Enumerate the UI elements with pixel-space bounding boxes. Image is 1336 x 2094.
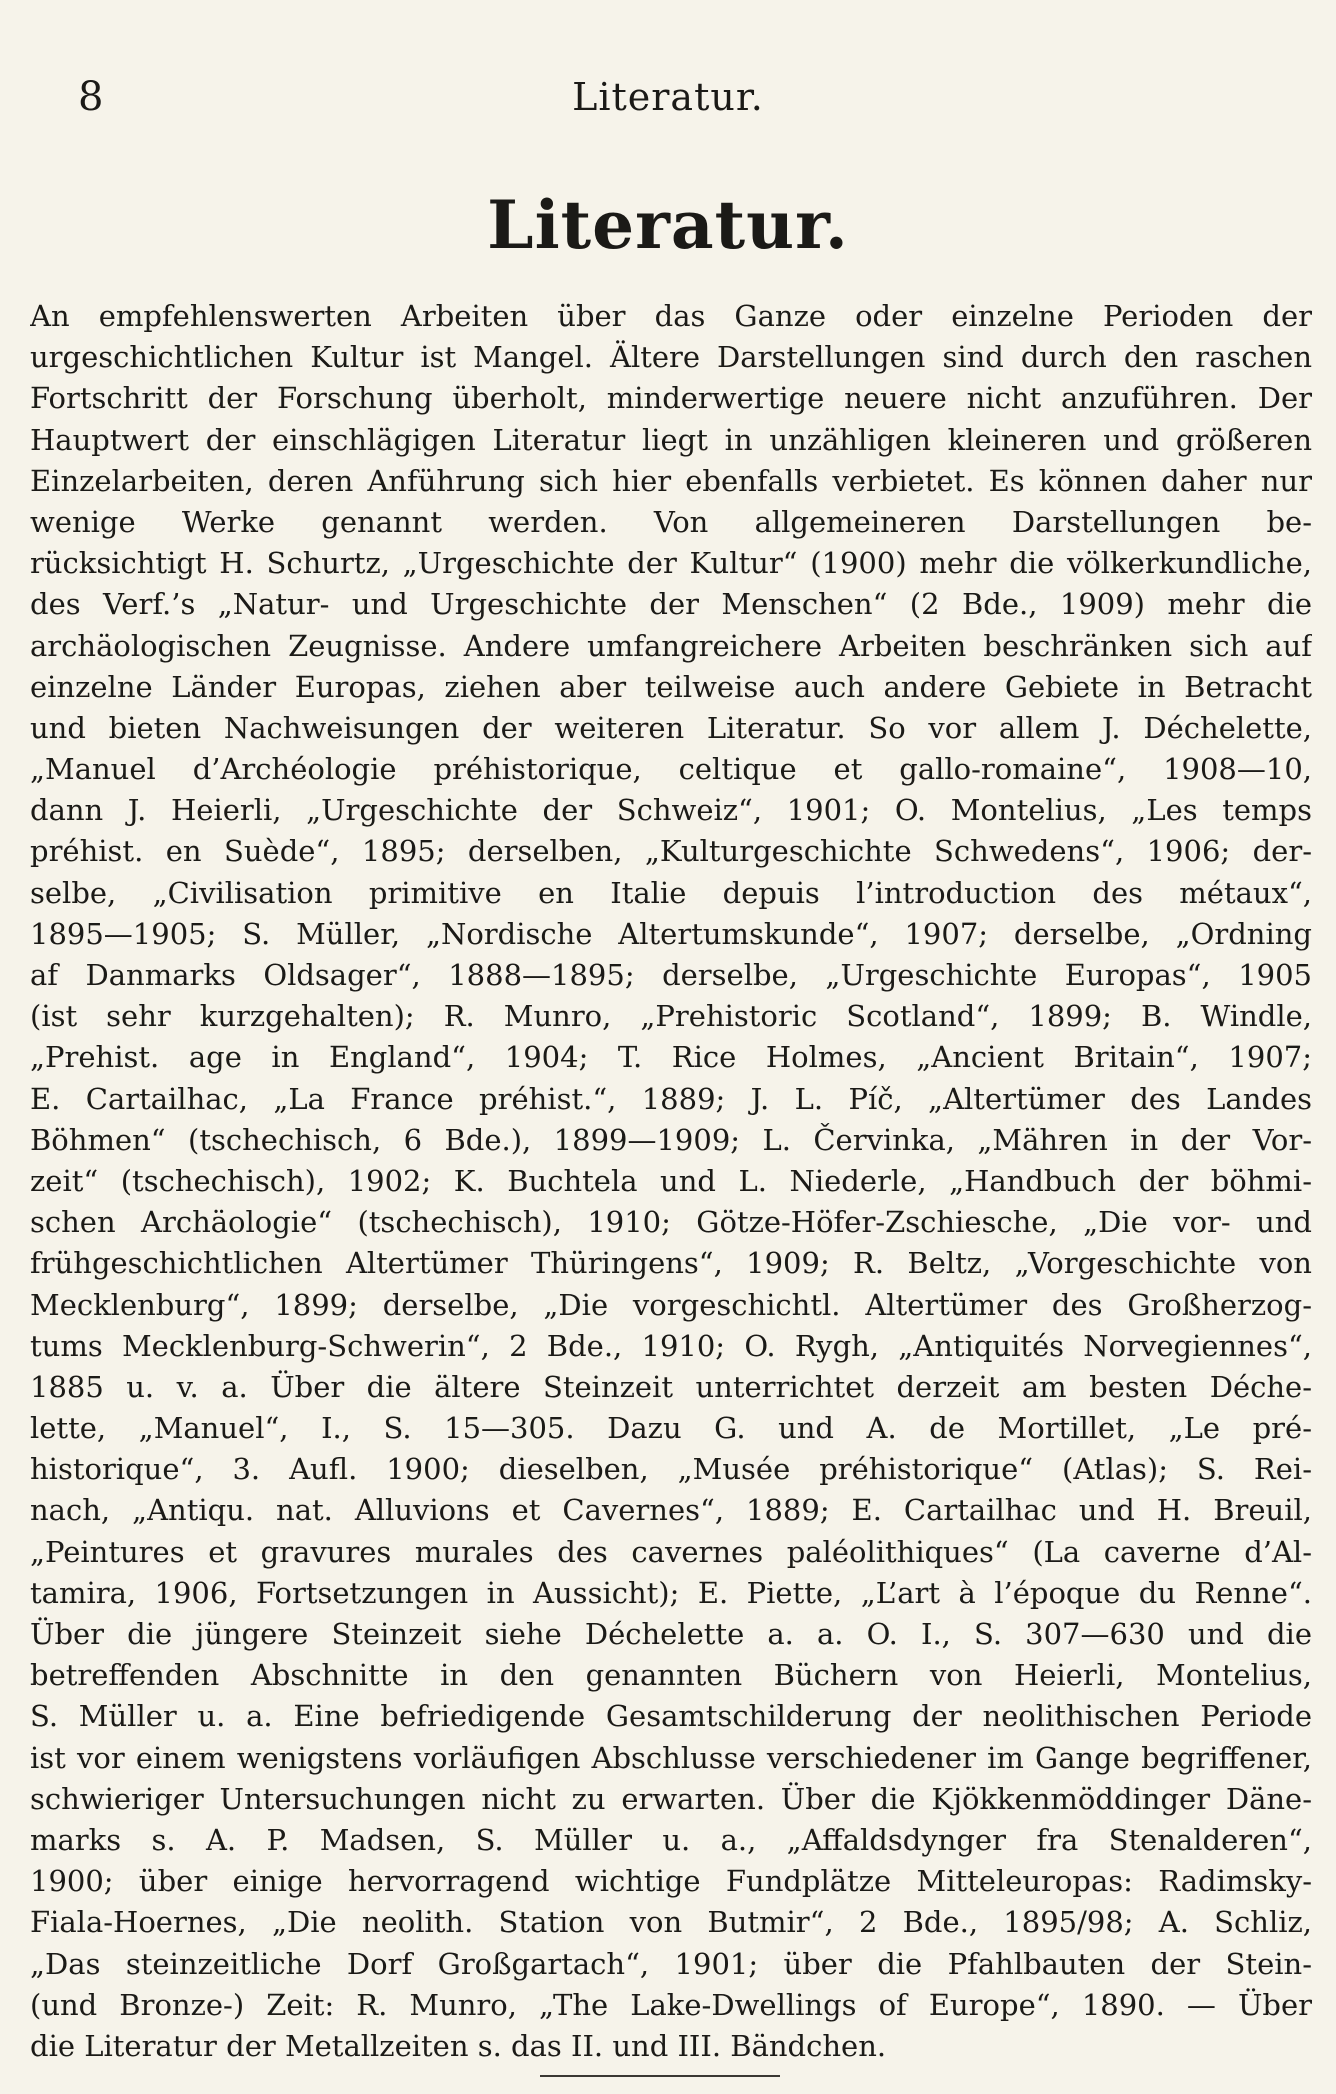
- text-line: frühgeschichtlichen Altertümer Thüringens“, 1909; R. Beltz, „Vorgeschichte von: [30, 1246, 1312, 1281]
- text-line: Böhmen“ (tschechisch, 6 Bde.), 1899—1909; L. Červinka, „Mähren in der Vor-: [30, 1122, 1312, 1157]
- text-line: 1900; über einige hervorragend wichtige Fundplätze Mitteleuropas: Radimsky-: [30, 1864, 1312, 1899]
- text-line: „Manuel d’Archéologie préhistorique, celtique et gallo-romaine“, 1908—10,: [30, 752, 1312, 787]
- text-line: Über die jüngere Steinzeit siehe Déchelette a. a. O. I., S. 307—630 und die: [30, 1617, 1312, 1651]
- text-line: selbe, „Civilisation primitive en Italie depuis l’introduction des métaux“,: [30, 875, 1312, 910]
- text-line: rücksichtigt H. Schurtz, „Urgeschichte der Kultur“ (1900) mehr die völkerkundliche,: [30, 546, 1312, 581]
- text-line: schwieriger Untersuchungen nicht zu erwarten. Über die Kjökkenmöddinger Däne-: [30, 1781, 1312, 1816]
- text-line: wenige Werke genannt werden. Von allgemeineren Darstellungen be-: [30, 504, 1312, 539]
- section-title: Literatur.: [487, 186, 849, 264]
- text-line: betreffenden Abschnitte in den genannten Büchern von Heierli, Montelius,: [30, 1658, 1312, 1693]
- text-line: (ist sehr kurzgehalten); R. Munro, „Prehistoric Scotland“, 1899; B. Windle,: [30, 999, 1312, 1034]
- text-line: einzelne Länder Europas, ziehen aber teilweise auch andere Gebiete in Betracht: [30, 669, 1312, 704]
- text-line: historique“, 3. Aufl. 1900; dieselben, „Musée préhistorique“ (Atlas); S. Rei-: [30, 1452, 1312, 1487]
- text-line: schen Archäologie“ (tschechisch), 1910; Götze-Höfer-Zschiesche, „Die vor- und: [30, 1205, 1312, 1240]
- text-line: lette, „Manuel“, I., S. 15—305. Dazu G. und A. de Mortillet, „Le pré-: [30, 1411, 1312, 1446]
- running-header: [0, 72, 1336, 122]
- text-line: Fortschritt der Forschung überholt, minderwertige neuere nicht anzuführen. Der: [30, 381, 1312, 416]
- text-line: af Danmarks Oldsager“, 1888—1895; derselbe, „Urgeschichte Europas“, 1905: [30, 958, 1312, 992]
- text-line: 1895—1905; S. Müller, „Nordische Altertumskunde“, 1907; derselbe, „Ordning: [30, 916, 1312, 951]
- text-line: (und Bronze-) Zeit: R. Munro, „The Lake-Dwellings of Europe“, 1890. — Über: [30, 1987, 1312, 2022]
- text-line: Fiala-Hoernes, „Die neolith. Station von Butmir“, 2 Bde., 1895/98; A. Schliz,: [30, 1905, 1312, 1940]
- text-line: „Prehist. age in England“, 1904; T. Rice Holmes, „Ancient Britain“, 1907;: [30, 1040, 1312, 1075]
- bottom-rule: [540, 2075, 780, 2077]
- page-number: 8: [78, 74, 104, 120]
- text-line: S. Müller u. a. Eine befriedigende Gesamtschilderung der neolithischen Periode: [30, 1699, 1312, 1734]
- text-line: préhist. en Suède“, 1895; derselben, „Kulturgeschichte Schwedens“, 1906; der-: [30, 834, 1312, 869]
- text-line: tums Mecklenburg-Schwerin“, 2 Bde., 1910; O. Rygh, „Antiquités Norvegiennes“,: [30, 1328, 1312, 1363]
- text-line: Hauptwert der einschlägigen Literatur liegt in unzähligen kleineren und größeren: [30, 422, 1312, 457]
- text-line: archäologischen Zeugnisse. Andere umfangreichere Arbeiten beschränken sich auf: [30, 628, 1312, 663]
- running-title: Literatur.: [572, 75, 764, 119]
- text-line: tamira, 1906, Fortsetzungen in Aussicht); E. Piette, „L’art à l’époque du Renne“.: [30, 1575, 1312, 1610]
- text-line: Mecklenburg“, 1899; derselbe, „Die vorgeschichtl. Altertümer des Großherzog-: [30, 1287, 1312, 1322]
- text-line: Einzelarbeiten, deren Anführung sich hier ebenfalls verbietet. Es können daher nur: [30, 463, 1312, 498]
- text-line: ist vor einem wenigstens vorläufigen Abschlusse verschiedener im Gange begriffener,: [30, 1740, 1312, 1775]
- text-line: die Literatur der Metallzeiten s. das II. und III. Bändchen.: [30, 2028, 887, 2063]
- text-line: marks s. A. P. Madsen, S. Müller u. a., „Affaldsdynger fra Stenalderen“,: [30, 1822, 1312, 1857]
- text-line: urgeschichtlichen Kultur ist Mangel. Ältere Darstellungen sind durch den raschen: [30, 340, 1312, 375]
- text-line: und bieten Nachweisungen der weiteren Literatur. So vor allem J. Déchelette,: [30, 710, 1312, 745]
- text-line: „Peintures et gravures murales des cavernes paléolithiques“ (La caverne d’Al-: [30, 1534, 1312, 1569]
- text-line: nach, „Antiqu. nat. Alluvions et Cavernes“, 1889; E. Cartailhac und H. Breuil,: [30, 1493, 1312, 1528]
- text-line: 1885 u. v. a. Über die ältere Steinzeit unterrichtet derzeit am besten Déche-: [30, 1369, 1312, 1404]
- text-line: An empfehlenswerten Arbeiten über das Ganze oder einzelne Perioden der: [30, 299, 1312, 333]
- text-line: des Verf.’s „Natur- und Urgeschichte der Menschen“ (2 Bde., 1909) mehr die: [30, 587, 1312, 622]
- text-line: zeit“ (tschechisch), 1902; K. Buchtela und L. Niederle, „Handbuch der böhmi-: [30, 1163, 1312, 1198]
- body-text: [30, 296, 1312, 2067]
- text-line: E. Cartailhac, „La France préhist.“, 1889; J. L. Píč, „Altertümer des Landes: [30, 1081, 1312, 1116]
- text-line: dann J. Heierli, „Urgeschichte der Schweiz“, 1901; O. Montelius, „Les temps: [30, 793, 1312, 828]
- text-line: „Das steinzeitliche Dorf Großgartach“, 1901; über die Pfahlbauten der Stein-: [30, 1946, 1312, 1981]
